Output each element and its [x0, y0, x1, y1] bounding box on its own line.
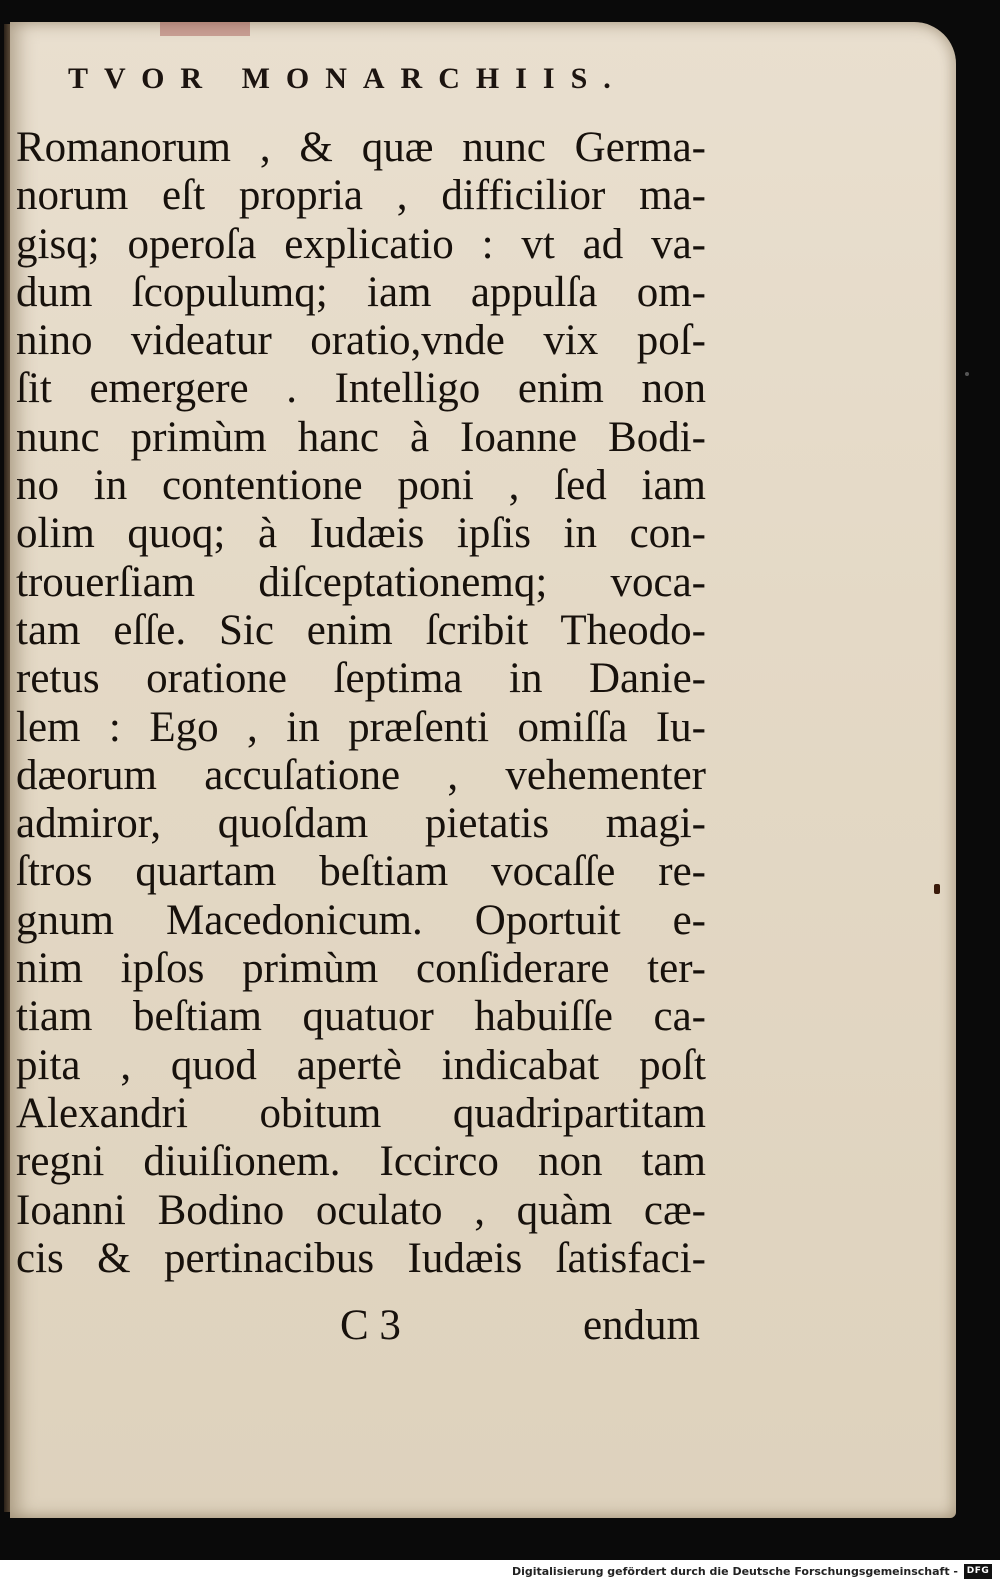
page-edge-mark: [934, 884, 940, 894]
running-head: TVOR MONARCHIIS.: [68, 62, 627, 95]
text-line: pita , quod apertè indicabat poſt: [16, 1041, 706, 1089]
text-line: Alexandri obitum quadripartitam: [16, 1089, 706, 1137]
text-line: cis & pertinacibus Iudæis ſatisfaci-: [16, 1234, 706, 1282]
text-line: gnum Macedonicum. Oportuit e-: [16, 896, 706, 944]
text-line: Ioanni Bodino oculato , quàm cæ-: [16, 1186, 706, 1234]
text-line: trouerſiam diſceptationemq; voca-: [16, 558, 706, 606]
text-line: olim quoq; à Iudæis ipſis in con-: [16, 510, 706, 558]
body-text: [16, 124, 706, 1283]
text-line: ſtros quartam beſtiam vocaſſe re-: [16, 848, 706, 896]
text-line: nim ipſos primùm conſiderare ter-: [16, 945, 706, 993]
signature-mark: C 3: [340, 1302, 401, 1349]
footer-bar: [0, 1560, 1000, 1585]
text-line: dum ſcopulumq; iam appulſa om-: [16, 268, 706, 316]
text-line: gisq; operoſa explicatio : vt ad va-: [16, 220, 706, 268]
text-line: nino videatur oratio,vnde vix poſ-: [16, 317, 706, 365]
text-line: retus oratione ſeptima in Danie-: [16, 655, 706, 703]
scan-dust-speck: [965, 372, 969, 376]
text-line: norum eſt propria , difficilior ma-: [16, 172, 706, 220]
dfg-logo-icon: DFG: [964, 1564, 992, 1579]
text-line: dæorum accuſatione , vehementer: [16, 751, 706, 799]
text-line: tam eſſe. Sic enim ſcribit Theodo-: [16, 606, 706, 654]
text-line: regni diuiſionem. Iccirco non tam: [16, 1138, 706, 1186]
text-line: ſit emergere . Intelligo enim non: [16, 365, 706, 413]
text-line: nunc primùm hanc à Ioanne Bodi-: [16, 413, 706, 461]
text-line: no in contentione poni , ſed iam: [16, 462, 706, 510]
text-line: Romanorum , & quæ nunc Germa-: [16, 124, 706, 171]
book-page: [10, 22, 956, 1518]
text-line: lem : Ego , in præſenti omiſſa Iu-: [16, 703, 706, 751]
page-stain: [160, 22, 250, 36]
text-line: admiror, quoſdam pietatis magi-: [16, 800, 706, 848]
digitization-credit: Digitalisierung gefördert durch die Deutsche Forschungsgemeinschaft -: [511, 1565, 958, 1578]
catchword: endum: [582, 1302, 700, 1349]
text-line: tiam beſtiam quatuor habuiſſe ca-: [16, 993, 706, 1041]
